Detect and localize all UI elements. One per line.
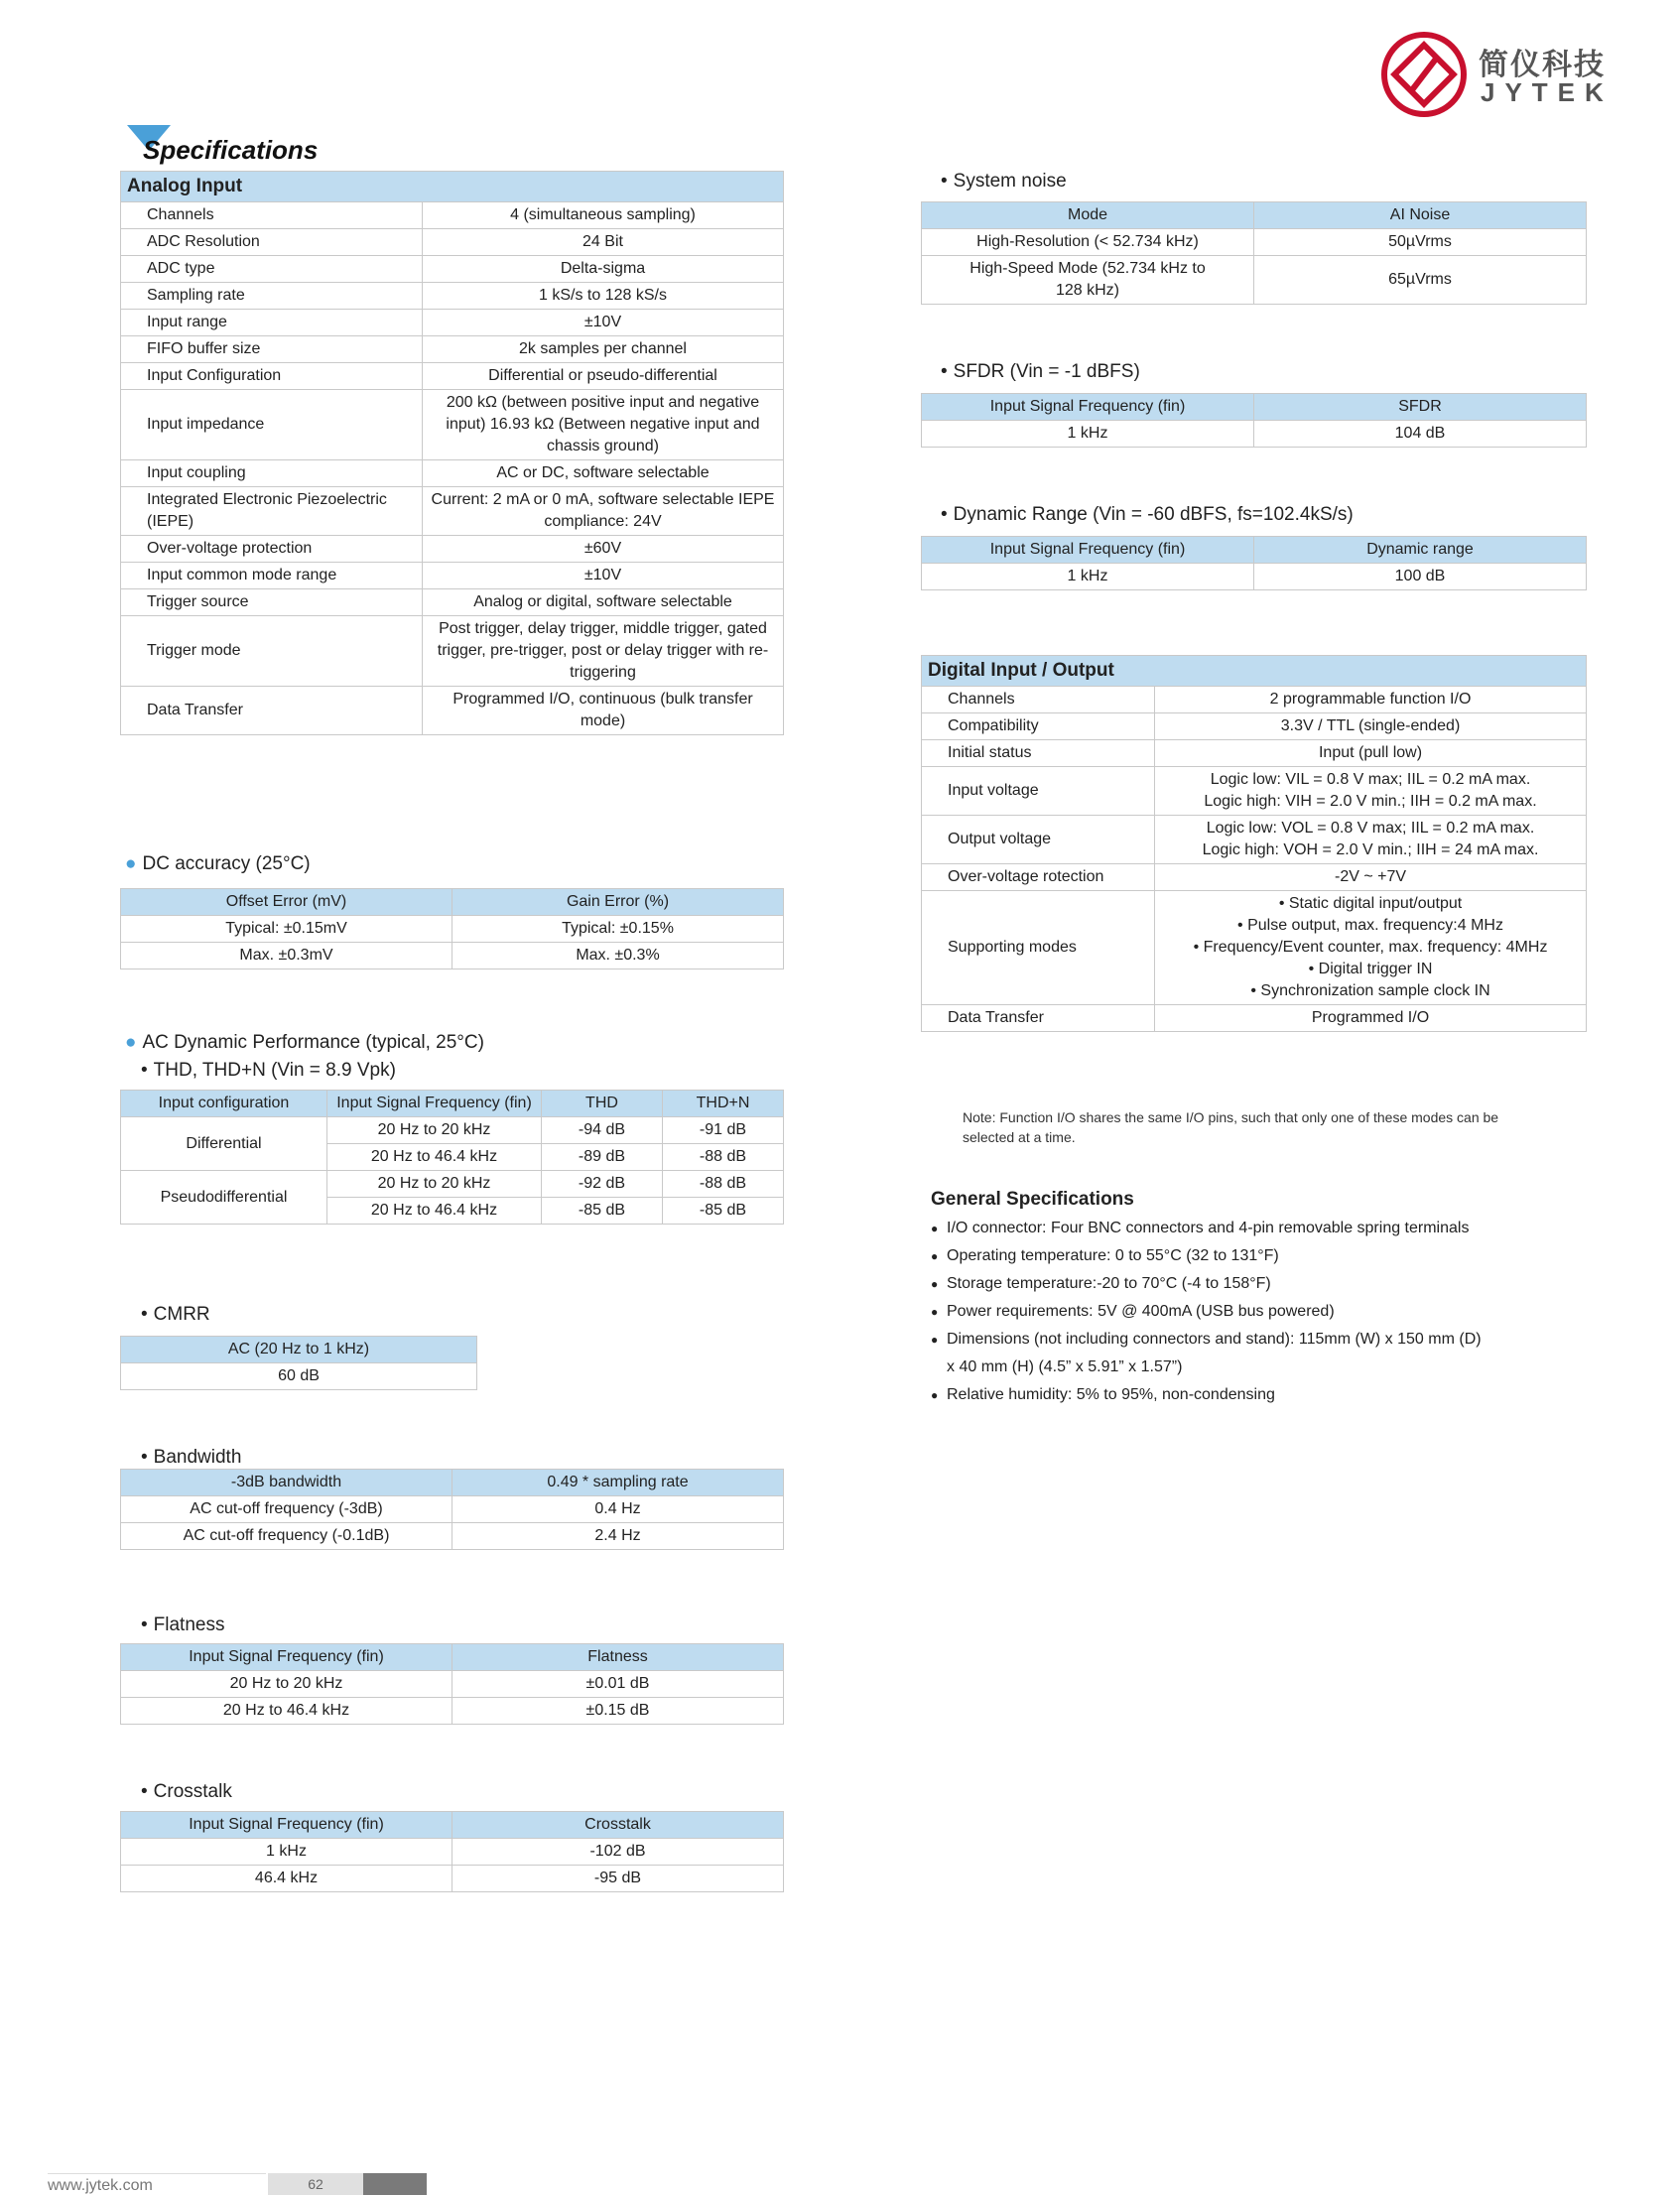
analog-input-label: Data Transfer [121,687,423,735]
digital-io-value-line: Logic low: VOL = 0.8 V max; IIL = 0.2 mA max. [1206,820,1535,837]
analog-input-value: 24 Bit [423,229,784,256]
crosstalk-cell: 46.4 kHz [121,1866,452,1892]
analog-input-label: Input Configuration [121,363,423,390]
analog-input-label: FIFO buffer size [121,336,423,363]
bandwidth-cell: AC cut-off frequency (-0.1dB) [121,1523,452,1550]
analog-input-row [121,390,784,460]
thd-config: Pseudodifferential [121,1171,327,1225]
digital-io-row [922,891,1587,1005]
dynamic-range-table [921,536,1587,590]
footer-bar [363,2173,427,2195]
bandwidth-table [120,1469,784,1550]
bullet-icon: ● [931,1305,939,1319]
dc-accuracy-heading [125,853,311,875]
general-spec-item [931,1270,1486,1298]
analog-input-label: Channels [121,202,423,229]
digital-io-label: Supporting modes [922,891,1155,1005]
analog-input-label: Input common mode range [121,563,423,589]
flatness-cell: ±0.15 dB [452,1698,784,1725]
flatness-cell: 20 Hz to 20 kHz [121,1671,452,1698]
logo-cn-text: 简仪科技 [1479,49,1606,81]
bandwidth-cell: AC cut-off frequency (-3dB) [121,1496,452,1523]
dr-cell: 1 kHz [922,564,1254,590]
crosstalk-heading-text: Crosstalk [153,1781,232,1802]
dr-header: Dynamic range [1254,537,1587,564]
dynamic-range-heading: • Dynamic Range (Vin = -60 dBFS, fs=102.4kS/s) [941,504,1354,525]
bandwidth-heading-text: Bandwidth [153,1447,242,1468]
analog-input-value: ±10V [423,310,784,336]
digital-io-note: Note: Function I/O shares the same I/O pins, such that only one of these modes can be selected at a time. [963,1109,1499,1145]
noise-cell: 65µVrms [1254,256,1587,305]
digital-io-label: Compatibility [922,713,1155,740]
thd-cell: 20 Hz to 20 kHz [327,1117,542,1144]
digital-io-row [922,1005,1587,1032]
digital-io-value [1155,740,1587,767]
analog-input-value: Current: 2 mA or 0 mA, software selectable IEPE compliance: 24V [423,487,784,536]
noise-cell: High-Speed Mode (52.734 kHz to 128 kHz) [922,256,1254,305]
flatness-heading-text: Flatness [153,1614,225,1635]
logo-en-text: JYTEK [1481,77,1614,107]
bullet-icon: ● [931,1333,939,1347]
digital-io-row [922,864,1587,891]
flatness-table [120,1643,784,1725]
digital-io-value [1155,864,1587,891]
sfdr-cell: 104 dB [1254,421,1587,448]
digital-io-value-line: Logic high: VOH = 2.0 V min.; IIH = 24 mA max. [1202,841,1539,858]
digital-io-value-line: -2V ~ +7V [1334,868,1407,885]
ac-dynamic-heading-text: AC Dynamic Performance (typical, 25°C) [142,1032,484,1053]
crosstalk-cell: 1 kHz [121,1839,452,1866]
analog-input-row [121,229,784,256]
dc-header-gain: Gain Error (%) [452,889,784,916]
cmrr-table [120,1336,477,1390]
analog-input-row [121,336,784,363]
thd-cell: 20 Hz to 46.4 kHz [327,1198,542,1225]
thd-table [120,1090,784,1225]
footer-rule [48,2173,266,2174]
analog-input-row [121,536,784,563]
bullet-dot-icon: ● [125,853,137,874]
bullet-icon: ● [931,1388,939,1402]
thd-cell: 20 Hz to 46.4 kHz [327,1144,542,1171]
digital-io-value-line: • Pulse output, max. frequency:4 MHz [1237,917,1503,934]
noise-cell: 50µVrms [1254,229,1587,256]
noise-header: Mode [922,202,1254,229]
general-spec-item [931,1242,1486,1270]
footer-url: www.jytek.com [48,2177,153,2194]
analog-input-label: Trigger source [121,589,423,616]
ac-dynamic-heading [125,1032,484,1054]
analog-input-caption: Analog Input [121,172,784,202]
thd-cell: -91 dB [663,1117,784,1144]
bandwidth-header: -3dB bandwidth [121,1470,452,1496]
digital-io-value [1155,687,1587,713]
analog-input-label: Trigger mode [121,616,423,687]
digital-io-value-line: • Static digital input/output [1278,895,1463,912]
general-spec-text: I/O connector: Four BNC connectors and 4-pin removable spring terminals [947,1220,1470,1236]
page-title: Specifications [143,135,319,165]
thd-cell: -94 dB [542,1117,663,1144]
general-spec-text: Dimensions (not including connectors and stand): 115mm (W) x 150 mm (D) x 40 mm (H) (4.5” x 5.91” x 1.57”) [947,1331,1482,1375]
analog-input-value: 4 (simultaneous sampling) [423,202,784,229]
cmrr-heading-text: CMRR [153,1304,210,1325]
thd-cell: -85 dB [542,1198,663,1225]
general-spec-text: Operating temperature: 0 to 55°C (32 to 131°F) [947,1247,1279,1264]
general-spec-item [931,1215,1486,1242]
bullet-dot-icon: ● [125,1032,137,1053]
analog-input-label: Over-voltage protection [121,536,423,563]
analog-input-label: ADC type [121,256,423,283]
dr-cell: 100 dB [1254,564,1587,590]
general-specs-list [931,1215,1486,1409]
thd-cell: -85 dB [663,1198,784,1225]
jytek-logo [1379,30,1647,119]
dynamic-range-heading-text: Dynamic Range (Vin = -60 dBFS, fs=102.4kS/s) [953,504,1354,525]
thd-header: THD [542,1091,663,1117]
thd-config: Differential [121,1117,327,1171]
page-number: 62 [268,2173,363,2195]
general-spec-text: Relative humidity: 5% to 95%, non-condensing [947,1386,1275,1403]
flatness-heading: • Flatness [141,1614,225,1635]
analog-input-label: Integrated Electronic Piezoelectric (IEPE) [121,487,423,536]
analog-input-row [121,202,784,229]
crosstalk-header: Input Signal Frequency (fin) [121,1812,452,1839]
bullet-icon: ● [931,1277,939,1291]
thd-cell: -89 dB [542,1144,663,1171]
bandwidth-header: 0.49 * sampling rate [452,1470,784,1496]
digital-io-caption: Digital Input / Output [922,656,1587,687]
system-noise-heading-text: System noise [953,171,1067,192]
digital-io-value [1155,891,1587,1005]
digital-io-value [1155,767,1587,816]
sfdr-table [921,393,1587,448]
bandwidth-cell: 2.4 Hz [452,1523,784,1550]
digital-io-label: Data Transfer [922,1005,1155,1032]
analog-input-row [121,563,784,589]
dc-cell: Max. ±0.3% [452,943,784,969]
dr-header: Input Signal Frequency (fin) [922,537,1254,564]
analog-input-value: Post trigger, delay trigger, middle trigger, gated trigger, pre-trigger, post or delay trigger with re-triggering [423,616,784,687]
system-noise-table [921,201,1587,305]
system-noise-heading: • System noise [941,171,1067,192]
thd-cell: -92 dB [542,1171,663,1198]
dc-cell: Typical: ±0.15mV [121,916,452,943]
analog-input-label: Sampling rate [121,283,423,310]
dc-accuracy-heading-text: DC accuracy (25°C) [142,853,311,874]
analog-input-value: ±60V [423,536,784,563]
analog-input-value: Programmed I/O, continuous (bulk transfer mode) [423,687,784,735]
crosstalk-cell: -95 dB [452,1866,784,1892]
analog-input-value: Analog or digital, software selectable [423,589,784,616]
thd-cell: -88 dB [663,1144,784,1171]
analog-input-row [121,363,784,390]
sfdr-cell: 1 kHz [922,421,1254,448]
analog-input-value: AC or DC, software selectable [423,460,784,487]
thd-header: Input Signal Frequency (fin) [327,1091,542,1117]
general-spec-text: Power requirements: 5V @ 400mA (USB bus powered) [947,1303,1335,1320]
crosstalk-header: Crosstalk [452,1812,784,1839]
analog-input-row [121,310,784,336]
digital-io-body [922,687,1587,1032]
sfdr-header: SFDR [1254,394,1587,421]
analog-input-value: Delta-sigma [423,256,784,283]
general-spec-item [931,1326,1486,1381]
digital-io-label: Output voltage [922,816,1155,864]
cmrr-value: 60 dB [121,1363,477,1390]
digital-io-row [922,816,1587,864]
digital-io-row [922,713,1587,740]
general-specs-heading: General Specifications [931,1189,1134,1210]
sfdr-heading: • SFDR (Vin = -1 dBFS) [941,361,1140,382]
dc-accuracy-table [120,888,784,969]
dc-cell: Typical: ±0.15% [452,916,784,943]
analog-input-label: Input impedance [121,390,423,460]
digital-io-value-line: Input (pull low) [1318,744,1423,761]
analog-input-value: 200 kΩ (between positive input and negative input) 16.93 kΩ (Between negative input and chassis ground) [423,390,784,460]
jytek-logo-icon [1379,30,1469,119]
bullet-icon: ● [931,1222,939,1235]
bandwidth-heading: • Bandwidth [141,1447,242,1468]
digital-io-row [922,740,1587,767]
cmrr-heading: • CMRR [141,1304,210,1325]
cmrr-header: AC (20 Hz to 1 kHz) [121,1337,477,1363]
digital-io-value-line: 2 programmable function I/O [1269,691,1472,708]
digital-io-value-line: 3.3V / TTL (single-ended) [1280,717,1461,734]
general-spec-text: Storage temperature:-20 to 70°C (-4 to 158°F) [947,1275,1271,1292]
dc-cell: Max. ±0.3mV [121,943,452,969]
sfdr-header: Input Signal Frequency (fin) [922,394,1254,421]
analog-input-table [120,171,784,735]
digital-io-row [922,687,1587,713]
digital-io-value-line: Programmed I/O [1311,1009,1430,1026]
digital-io-value [1155,713,1587,740]
analog-input-label: Input range [121,310,423,336]
analog-input-label: ADC Resolution [121,229,423,256]
bandwidth-cell: 0.4 Hz [452,1496,784,1523]
thd-cell: -88 dB [663,1171,784,1198]
crosstalk-cell: -102 dB [452,1839,784,1866]
digital-io-label: Input voltage [922,767,1155,816]
digital-io-value-line: • Synchronization sample clock IN [1250,982,1490,999]
thd-header: Input configuration [121,1091,327,1117]
noise-cell: High-Resolution (< 52.734 kHz) [922,229,1254,256]
general-spec-item [931,1381,1486,1409]
noise-header: AI Noise [1254,202,1587,229]
flatness-header: Input Signal Frequency (fin) [121,1644,452,1671]
digital-io-value-line: Logic high: VIH = 2.0 V min.; IIH = 0.2 mA max. [1204,793,1537,810]
crosstalk-heading: • Crosstalk [141,1781,232,1802]
flatness-cell: 20 Hz to 46.4 kHz [121,1698,452,1725]
analog-input-label: Input coupling [121,460,423,487]
analog-input-value: Differential or pseudo-differential [423,363,784,390]
digital-io-value-line: Logic low: VIL = 0.8 V max; IIL = 0.2 mA max. [1210,771,1531,788]
flatness-cell: ±0.01 dB [452,1671,784,1698]
thd-header: THD+N [663,1091,784,1117]
analog-input-row [121,256,784,283]
general-spec-item [931,1298,1486,1326]
digital-io-row [922,767,1587,816]
digital-io-label: Channels [922,687,1155,713]
crosstalk-table [120,1811,784,1892]
thd-cell: 20 Hz to 20 kHz [327,1171,542,1198]
analog-input-row [121,460,784,487]
analog-input-row [121,487,784,536]
sfdr-heading-text: SFDR (Vin = -1 dBFS) [953,361,1140,382]
analog-input-row [121,616,784,687]
digital-io-value [1155,816,1587,864]
analog-input-value: ±10V [423,563,784,589]
analog-input-value: 1 kS/s to 128 kS/s [423,283,784,310]
thd-subheading: • THD, THD+N (Vin = 8.9 Vpk) [141,1060,396,1081]
analog-input-value: 2k samples per channel [423,336,784,363]
bullet-icon: ● [931,1249,939,1263]
thd-subheading-text: THD, THD+N (Vin = 8.9 Vpk) [153,1060,396,1081]
analog-input-row [121,589,784,616]
analog-input-body [121,202,784,735]
flatness-header: Flatness [452,1644,784,1671]
digital-io-table [921,655,1587,1032]
dc-header-offset: Offset Error (mV) [121,889,452,916]
analog-input-row [121,283,784,310]
digital-io-value-line: • Frequency/Event counter, max. frequency: 4MHz [1193,939,1548,956]
digital-io-label: Over-voltage rotection [922,864,1155,891]
digital-io-value-line: • Digital trigger IN [1308,961,1433,977]
analog-input-row [121,687,784,735]
digital-io-label: Initial status [922,740,1155,767]
digital-io-value [1155,1005,1587,1032]
